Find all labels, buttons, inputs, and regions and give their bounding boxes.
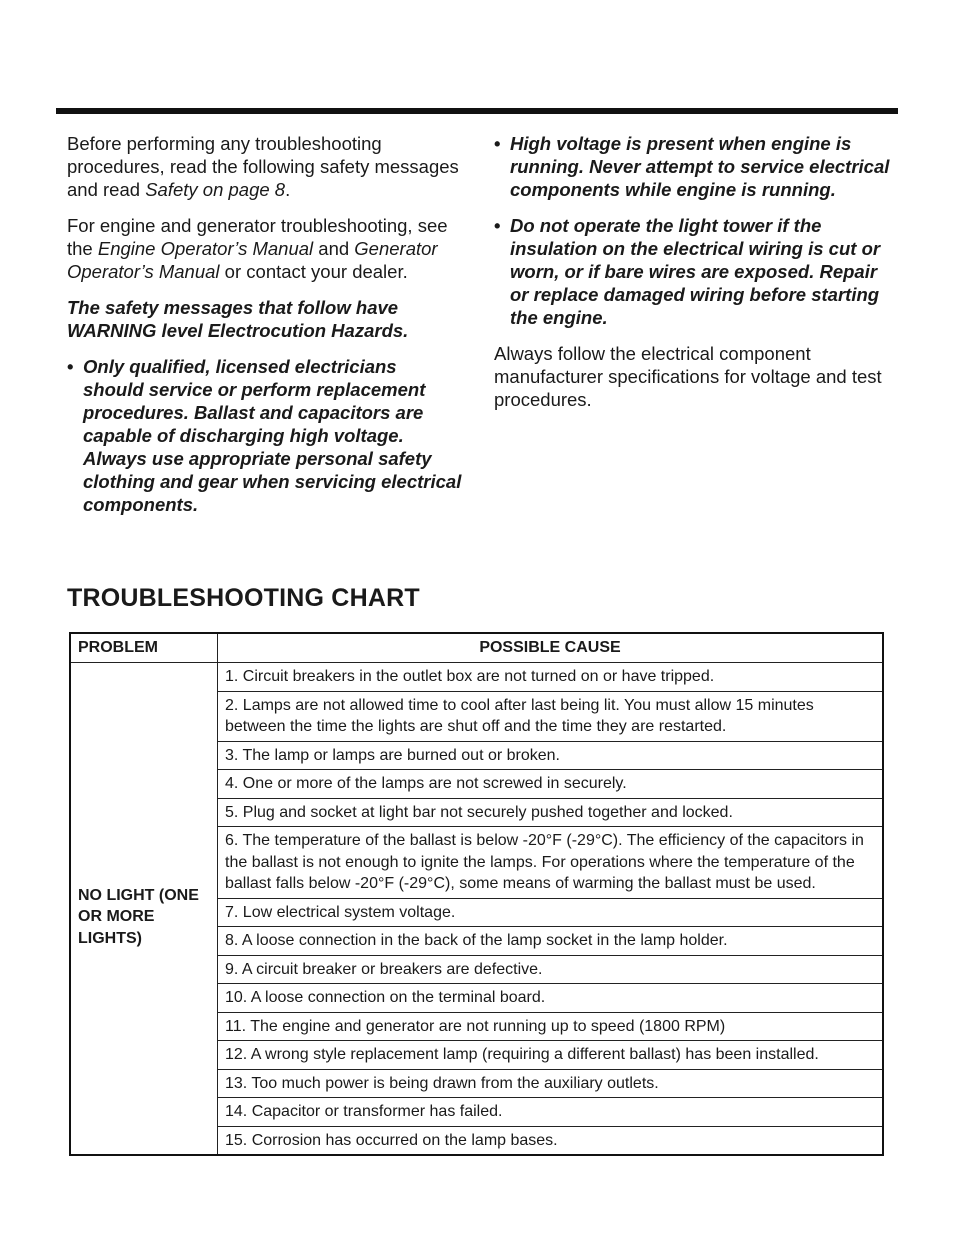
safety-page-reference: Safety on page 8 [145, 179, 286, 200]
cause-cell: 4. One or more of the lamps are not screwed in securely. [218, 770, 884, 799]
cause-cell: 12. A wrong style replacement lamp (requiring a different ballast) has been installed. [218, 1041, 884, 1070]
cause-cell: 15. Corrosion has occurred on the lamp bases. [218, 1126, 884, 1155]
generator-manual-reference: Generator Operator’s Manual [67, 238, 438, 282]
safety-bullet-text: Do not operate the light tower if the insulation on the electrical wiring is cut or worn, or if bare wires are exposed. Repair or replace damaged wiring before starting the engine. [510, 215, 881, 328]
safety-bullet-text: High voltage is present when engine is running. Never attempt to service electrical components while engine is running. [510, 133, 890, 200]
cause-cell: 6. The temperature of the ballast is below -20°F (-29°C). The efficiency of the capacitors in the ballast is not enough to ignite the lamps. For operations where the temperature of the ballast falls below -20°F (-29°C), some means of warming the ballast must be used. [218, 827, 884, 899]
intro-text: . [285, 179, 291, 200]
troubleshooting-table [69, 632, 884, 1156]
intro-text: Before performing any troubleshooting procedures, read the following safety messages and read [67, 133, 459, 200]
cause-cell: 10. A loose connection on the terminal board. [218, 984, 884, 1013]
cause-header: POSSIBLE CAUSE [218, 633, 884, 663]
cause-cell: 9. A circuit breaker or breakers are defective. [218, 955, 884, 984]
cause-cell: 2. Lamps are not allowed time to cool after last being lit. You must allow 15 minutes between the time the lights are shut off and the time they are restarted. [218, 691, 884, 741]
closing-paragraph: Always follow the electrical component manufacturer specifications for voltage and test procedures. [494, 343, 882, 410]
cause-cell: 5. Plug and socket at light bar not securely pushed together and locked. [218, 798, 884, 827]
safety-bullet [494, 214, 894, 329]
intro-paragraph-1 [67, 132, 462, 201]
bullet-icon: • [494, 215, 501, 236]
intro-text: For engine and generator troubleshooting, see the [67, 215, 448, 259]
problem-header: PROBLEM [70, 633, 218, 663]
engine-manual-reference: Engine Operator’s Manual [97, 238, 314, 259]
table-header-row [70, 633, 883, 663]
bullet-icon: • [67, 356, 74, 377]
cause-cell: 14. Capacitor or transformer has failed. [218, 1098, 884, 1127]
intro-text: or contact your dealer. [219, 261, 408, 282]
safety-bullet-text: Only qualified, licensed electricians should service or perform replacement procedures. Ballast and capacitors are capable of discharging high voltage. Always use appropriate personal safety clothing and gear when servicing electrical components. [83, 356, 462, 515]
left-column [67, 132, 462, 529]
cause-cell: 1. Circuit breakers in the outlet box are not turned on or have tripped. [218, 663, 884, 692]
intro-paragraph-2 [67, 214, 462, 283]
cause-cell: 11. The engine and generator are not running up to speed (1800 RPM) [218, 1012, 884, 1041]
intro-text: and [313, 238, 355, 259]
cause-cell: 13. Too much power is being drawn from the auxiliary outlets. [218, 1069, 884, 1098]
chart-title: TROUBLESHOOTING CHART [67, 584, 420, 612]
right-column [494, 132, 894, 424]
problem-cell: NO LIGHT (ONE OR MORE LIGHTS) [70, 663, 218, 1156]
warning-intro: The safety messages that follow have WARNING level Electrocution Hazards. [67, 297, 409, 341]
cause-cell: 8. A loose connection in the back of the lamp socket in the lamp holder. [218, 927, 884, 956]
bullet-icon: • [494, 133, 501, 154]
header-rule [56, 108, 898, 114]
cause-cell: 3. The lamp or lamps are burned out or broken. [218, 741, 884, 770]
table-row [70, 663, 883, 692]
safety-bullet [494, 132, 894, 201]
cause-cell: 7. Low electrical system voltage. [218, 898, 884, 927]
safety-bullet [67, 355, 462, 516]
